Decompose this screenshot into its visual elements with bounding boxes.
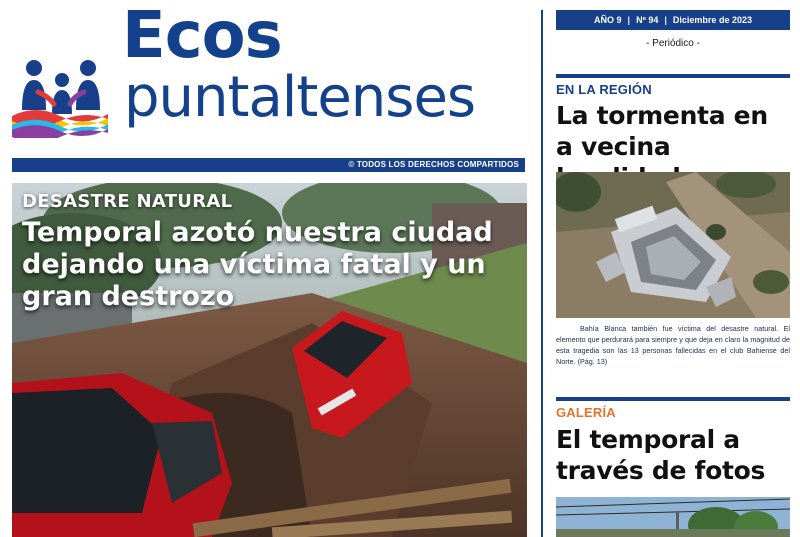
issue-year: AÑO 9 (594, 15, 622, 25)
region-aerial-photo[interactable] (556, 172, 790, 318)
logo-family-icon (12, 58, 108, 138)
section-rule (556, 397, 790, 401)
rights-bar: © TODOS LOS DERECHOS COMPARTIDOS (12, 158, 525, 172)
main-story-headline[interactable]: Temporal azotó nuestra ciudad dejando una víctima fatal y un gran destrozo (22, 217, 493, 312)
issue-number: Nº 94 (636, 15, 659, 25)
region-headline[interactable]: La tormenta en a vecina (556, 101, 768, 161)
main-story[interactable] (12, 183, 527, 537)
gallery-photo[interactable] (556, 497, 790, 537)
gallery-section-label[interactable]: GALERÍA (556, 405, 616, 420)
issue-separator: | (627, 15, 631, 25)
gallery-headline[interactable]: El temporal a través de fotos (556, 425, 766, 485)
logo-title-puntaltenses: puntaltenses (124, 65, 476, 130)
region-section-label[interactable]: EN LA REGIÓN (556, 82, 652, 97)
column-divider (541, 10, 543, 537)
region-caption: Bahía Blanca también fue víctima del desastre natural. El elemento que perdurará para siempre y que deja en claro la magnitud de esta tragedia son las 13 personas fallecidas en el club Bahiense del Norte. (Pág. 13) (556, 324, 790, 366)
masthead (12, 0, 527, 156)
issue-separator: | (664, 15, 667, 25)
main-story-kicker: DESASTRE NATURAL (22, 191, 233, 212)
issue-info-bar (556, 10, 790, 30)
issue-date: Diciembre de 2023 (672, 15, 752, 25)
logo-title-ecos: Ecos (122, 0, 282, 73)
issue-subtitle: - Periódico - (646, 38, 700, 49)
section-rule (556, 74, 790, 78)
